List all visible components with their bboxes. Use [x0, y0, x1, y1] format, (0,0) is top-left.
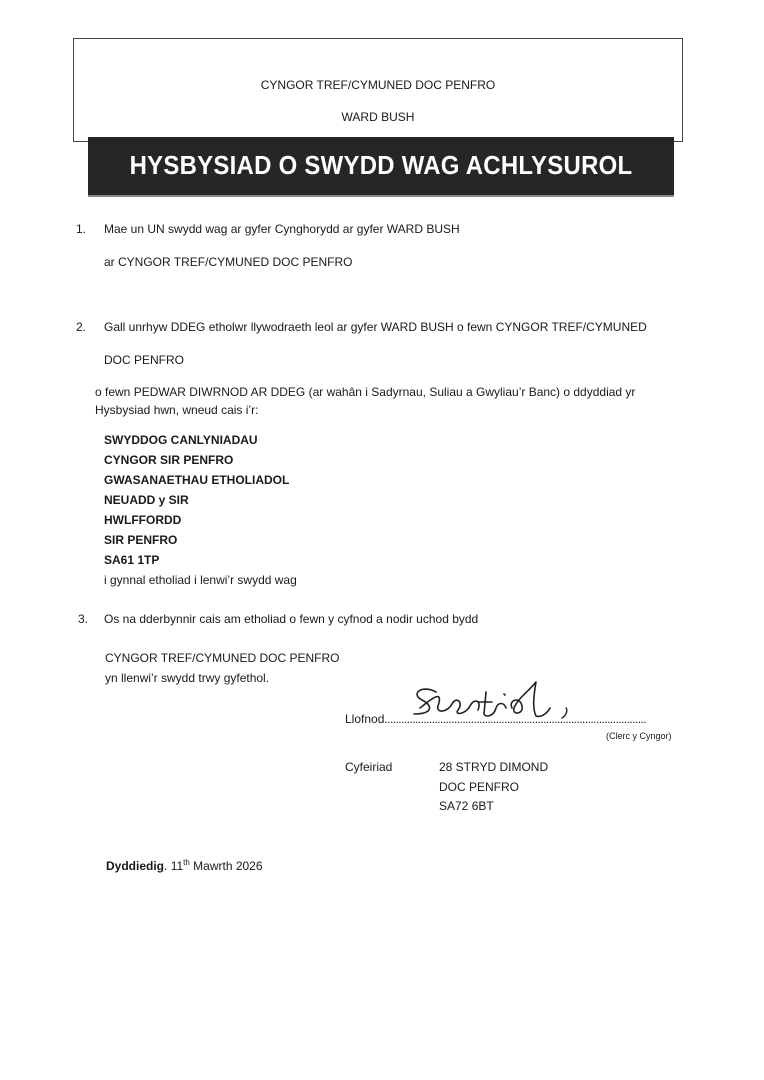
- date-rest: Mawrth 2026: [189, 859, 263, 873]
- address-line: SIR PENFRO: [104, 533, 178, 547]
- clerk-address-line: 28 STRYD DIMOND: [439, 760, 549, 774]
- clerk-address-line: DOC PENFRO: [439, 780, 520, 794]
- item-2-line-2: DOC PENFRO: [104, 353, 185, 367]
- address-line: SWYDDOG CANLYNIADAU: [104, 433, 258, 447]
- date-line: Dyddiedig. 11th Mawrth 2026: [106, 858, 263, 873]
- item-3-line-1: Os na dderbynnir cais am etholiad o fewn y cyfnod a nodir uchod bydd: [104, 612, 479, 626]
- item-1-number: 1.: [76, 222, 87, 236]
- item-3-line-3: yn llenwi’r swydd trwy gyfethol.: [105, 671, 270, 685]
- notice-title: HYSBYSIAD O SWYDD WAG ACHLYSUROL: [129, 150, 633, 180]
- signature-dots: ..............................................................................................: [384, 712, 647, 726]
- signature-line: [345, 712, 646, 726]
- item-2-line-5: i gynnal etholiad i lenwi’r swydd wag: [104, 573, 297, 587]
- item-2-number: 2.: [76, 320, 87, 334]
- signature-role: (Clerc y Cyngor): [606, 731, 672, 741]
- address-line: NEUADD y SIR: [104, 493, 189, 507]
- council-name: CYNGOR TREF/CYMUNED DOC PENFRO: [260, 78, 496, 92]
- address-label: Cyfeiriad: [345, 760, 393, 774]
- address-line: SA61 1TP: [104, 553, 160, 567]
- signature-label: Llofnod: [345, 712, 385, 726]
- item-2-line-3: o fewn PEDWAR DIWRNOD AR DDEG (ar wahân i Sadyrnau, Suliau a Gwyliau’r Banc) o ddyddiad yr: [95, 385, 636, 399]
- date-day: 11: [170, 859, 184, 873]
- date-label: Dyddiedig: [106, 859, 165, 873]
- item-3-line-2: CYNGOR TREF/CYMUNED DOC PENFRO: [105, 651, 340, 665]
- clerk-address-line: SA72 6BT: [439, 799, 494, 813]
- item-1-line-1: Mae un UN swydd wag ar gyfer Cynghorydd ar gyfer WARD BUSH: [104, 222, 460, 236]
- address-line: HWLFFORDD: [104, 513, 182, 527]
- address-line: GWASANAETHAU ETHOLIADOL: [104, 473, 290, 487]
- item-1-line-2: ar CYNGOR TREF/CYMUNED DOC PENFRO: [104, 255, 353, 269]
- item-3-number: 3.: [78, 612, 89, 626]
- address-line: CYNGOR SIR PENFRO: [104, 453, 234, 467]
- date-suffix: th: [183, 858, 190, 867]
- item-2-line-1: Gall unrhyw DDEG etholwr llywodraeth leol ar gyfer WARD BUSH o fewn CYNGOR TREF/CYMUNED: [104, 320, 647, 334]
- item-2-line-4: Hysbysiad hwn, wneud cais i’r:: [95, 403, 259, 417]
- ward-name: WARD BUSH: [341, 110, 415, 124]
- title-banner: [88, 137, 674, 197]
